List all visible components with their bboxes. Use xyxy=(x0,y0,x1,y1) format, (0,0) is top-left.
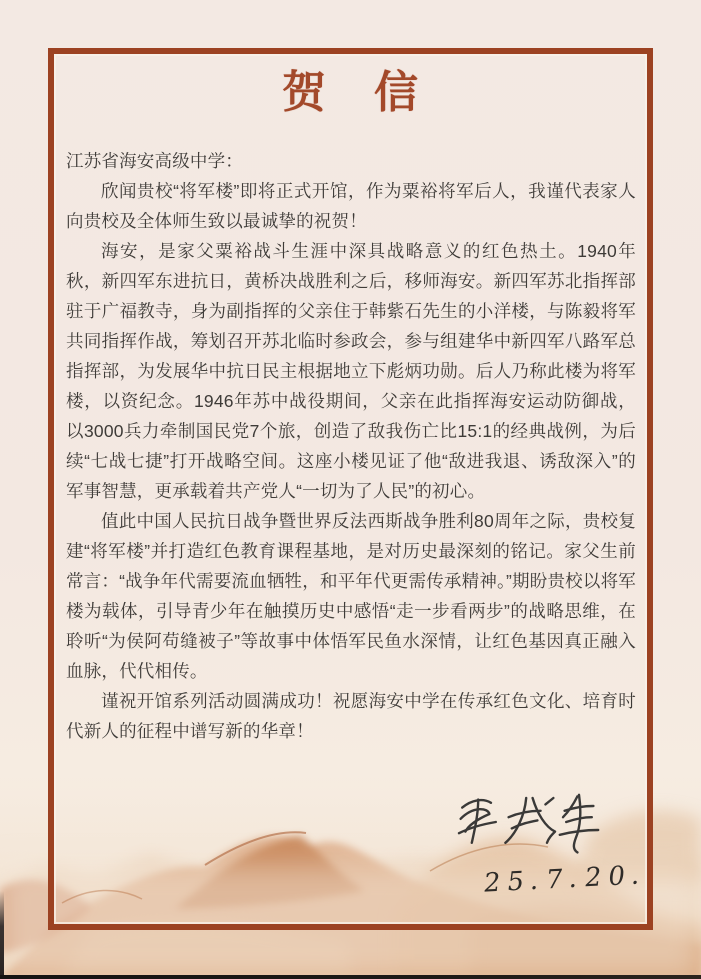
letter-content xyxy=(66,48,636,746)
signature-date: 25.7.20. xyxy=(481,859,649,899)
letter-title: 贺 信 xyxy=(282,67,420,118)
letter-paragraph: 值此中国人民抗日战争暨世界反法西斯战争胜利80周年之际，贵校复建“将军楼”并打造红色教育课程基地，是对历史最深刻的铭记。家父生前常言：“战争年代需要流血牺牲，和平年代更需传承精神。”期盼贵校以将军楼为载体，引导青少年在触摸历史中感悟“走一步看两步”的战略思维，在聆听“为侯阿苟缝被子”等故事中体悟军民鱼水深情，让红色基因真正融入血脉，代代相传。 xyxy=(66,511,636,681)
letter-paragraph: 海安，是家父粟裕战斗生涯中深具战略意义的红色热土。1940年秋，新四军东进抗日，黄桥决战胜利之后，移师海安。新四军苏北指挥部驻于广福教寺，身为副指挥的父亲住于韩紫石先生的小洋楼，与陈毅将军共同指挥作战，筹划召开苏北临时参政会，参与组建华中新四军八路军总指挥部，为发展华中抗日民主根据地立下彪炳功勋。后人乃称此楼为将军楼，以资纪念。1946年苏中战役期间，父亲在此指挥海安运动防御战，以3000兵力牵制国民党7个旅，创造了敌我伤亡比15:1的经典战例，为后续“七战七捷”打开战略空间。这座小楼见证了他“敌进我退、诱敌深入”的军事智慧，更承载着共产党人“一切为了人民”的初心。 xyxy=(66,241,636,501)
letter-body xyxy=(66,146,636,746)
letter-paragraph: 谨祝开馆系列活动圆满成功！祝愿海安中学在传承红色文化、培育时代新人的征程中谱写新的华章！ xyxy=(66,691,636,741)
signature-handwriting xyxy=(451,788,619,856)
signature-block xyxy=(409,788,649,899)
screenshot-left-edge xyxy=(0,891,4,979)
letter-paragraph: 欣闻贵校“将军楼”即将正式开馆，作为粟裕将军后人，我谨代表家人向贵校及全体师生致以最诚挚的祝贺！ xyxy=(66,181,636,231)
salutation: 江苏省海安高级中学： xyxy=(66,151,243,171)
screenshot-bottom-edge xyxy=(0,975,701,979)
